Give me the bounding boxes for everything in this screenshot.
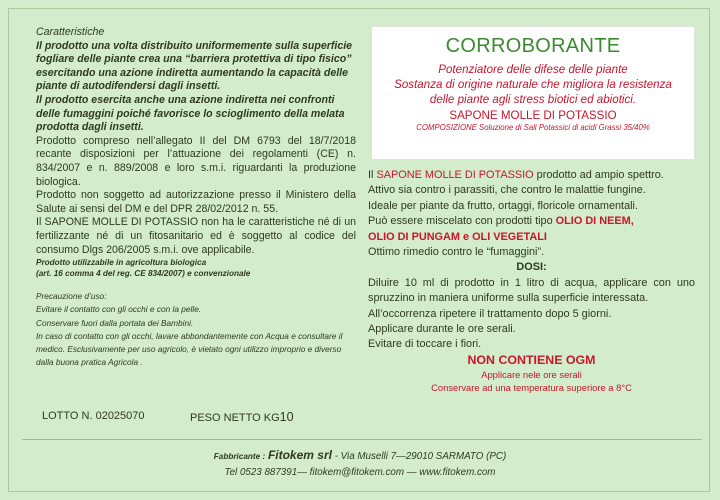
precaution-line: In caso di contatto con gli occhi, lavare abbondantemente con Acqua e consultare il medico. Esclusivamente per uso agricolo, è vietato ogni utilizzo improprio e diverso dalla buona pratica Agricola . <box>36 330 343 368</box>
net-weight-label: PESO NETTO KG <box>190 412 280 424</box>
bio-line-2: (art. 16 comma 4 del reg. CE 834/2007) e convenzionale <box>36 269 251 279</box>
left-column <box>36 26 356 369</box>
characteristics-para-1: Il prodotto una volta distribuito uniformemente sulla superficie fogliare delle piante crea una “barriera protettiva di tipo fisico” esercitando una azione indiretta aumentando la capacità delle piante di autodifendersi dagli insetti. <box>36 39 353 93</box>
precaution-line: Conservare fuori dalla portata dei Bambini. <box>36 317 194 328</box>
regulation-para: Prodotto compreso nell’allegato II del DM 6793 del 18/7/2018 recante disposizioni per l’attuazione dei regolamenti (CE) n. 834/2007 e n. 889/2008 e loro s.m.i. riguardanti la produzione biologica. <box>36 134 356 188</box>
authorization-para: Prodotto non soggetto ad autorizzazione presso il Ministero della Salute ai sensi del DM e del DPR 28/02/2012 n. 55. <box>36 189 356 215</box>
lot-number: LOTTO N. 02025070 <box>42 410 145 422</box>
dosage-evening: Applicare durante le ore serali. <box>368 323 516 336</box>
product-subtitle-1: Potenziatore delle difese delle piante <box>438 63 628 76</box>
intro-line <box>368 168 695 183</box>
activity-line: Attivo sia contro i parassiti, che contro le malattie fungine. <box>368 184 646 197</box>
composition: COMPOSIZIONE Soluzione di Sali Potassici di acidi Grassi 35/40% <box>416 123 650 132</box>
manufacturer-name: Fitokem srl <box>267 448 332 462</box>
product-subtitle-2: Sostanza di origine naturale che migliora la resistenza delle piante agli stress biotici ed abiotici. <box>394 78 672 106</box>
net-weight <box>190 410 294 424</box>
ideal-line: Ideale per piante da frutto, ortaggi, floricole ornamentali. <box>368 199 639 212</box>
characteristics-heading: Caratteristiche <box>36 26 105 38</box>
manufacturer-label: Fabbricante : <box>213 452 266 461</box>
classification-para: Il SAPONE MOLLE DI POTASSIO non ha le caratteristiche né di un fertilizzante né di un fitosanitario ed è soggetto al codice del consumo Dlgs 206/2005 s.m.i. ove applicabile. <box>36 216 356 256</box>
product-title: CORROBORANTE <box>445 35 621 57</box>
dosage-text: Diluire 10 ml di prodotto in 1 litro di acqua, applicare con uno spruzzino in maniera uniforme sulla superficie interessata. <box>368 276 695 305</box>
lot-weight-row <box>42 410 362 424</box>
manufacturer-contacts: Tel 0523 887391— fitokem@fitokem.com — www.fitokem.com <box>224 467 496 478</box>
characteristics-para-2: Il prodotto esercita anche una azione indiretta nei confronti delle fumaggini poiché favorisce lo scioglimento della melata prodotta dagli insetti. <box>36 93 345 134</box>
mix-neem: OLIO DI NEEM, <box>555 215 634 228</box>
net-weight-value: 10 <box>279 410 294 424</box>
no-gmo-notice: NON CONTIENE OGM <box>467 352 596 367</box>
mix-line <box>368 214 695 229</box>
remedy-line: Ottimo rimedio contro le “fumaggini”. <box>368 246 545 259</box>
precautions-title: Precauzione d’uso: <box>36 291 107 302</box>
bio-line-1: Prodotto utilizzabile in agricoltura biologica <box>36 258 207 268</box>
storage-note: Conservare ad una temperatura superiore a 8°C <box>431 382 632 394</box>
footer-divider <box>22 439 702 440</box>
mix-pre: Può essere miscelato con prodotti tipo <box>368 215 556 228</box>
mix-oils: OLIO DI PUNGAM e OLI VEGETALI <box>368 230 547 243</box>
right-column <box>368 168 695 394</box>
manufacturer-line <box>0 447 720 465</box>
dosage-heading: DOSI: <box>516 261 547 274</box>
product-name: SAPONE MOLLE DI POTASSIO <box>449 109 617 122</box>
intro-post: prodotto ad ampio spettro. <box>533 169 664 181</box>
apply-evening-note: Applicare nele ore serali <box>481 369 582 381</box>
manufacturer-footer <box>0 447 720 481</box>
intro-pre: Il <box>368 169 377 181</box>
dosage-repeat: All’occorrenza ripetere il trattamento dopo 5 giorni. <box>368 307 612 320</box>
product-title-box <box>371 26 695 160</box>
precaution-line: Evitare il contatto con gli occhi e con la pelle. <box>36 304 202 315</box>
intro-product: SAPONE MOLLE DI POTASSIO <box>376 169 534 181</box>
manufacturer-address: - Via Muselli 7—29010 SARMATO (PC) <box>334 451 507 462</box>
dosage-flowers: Evitare di toccare i fiori. <box>368 338 482 351</box>
